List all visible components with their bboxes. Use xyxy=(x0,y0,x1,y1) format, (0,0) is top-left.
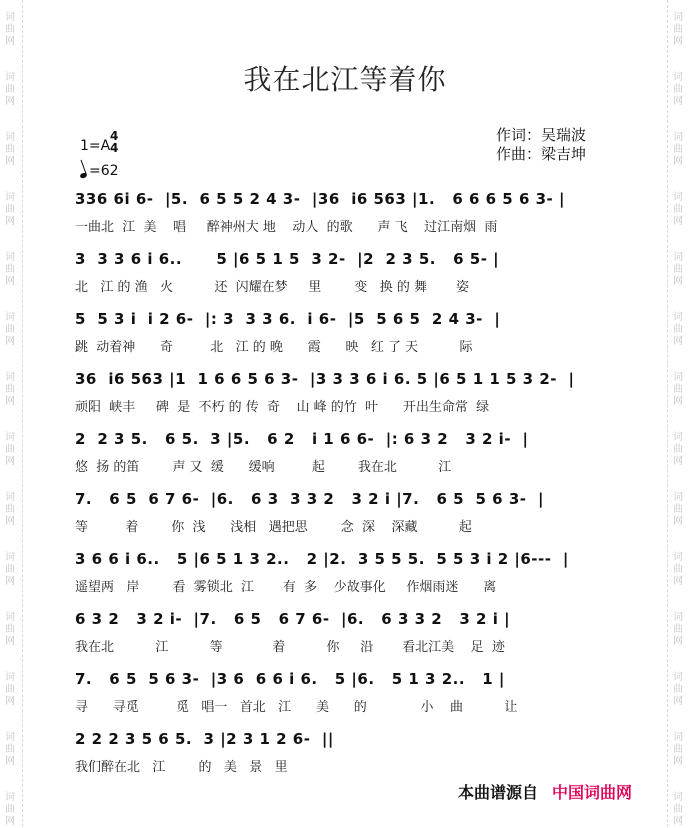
watermark-char: 曲 xyxy=(673,24,683,35)
watermark-char: 词 xyxy=(673,192,683,203)
watermark-char: 曲 xyxy=(5,384,15,395)
watermark-char: 曲 xyxy=(5,684,15,695)
watermark-char: 网 xyxy=(673,456,683,467)
watermark-char: 曲 xyxy=(673,744,683,755)
song-title: 我在北江等着你 xyxy=(243,63,447,96)
composer: 作曲：梁吉坤 xyxy=(496,145,587,163)
watermark-char: 曲 xyxy=(5,504,15,515)
lyric-line: 北 江 的 渔 火 还 闪耀在梦 里 变 换 的 舞 姿 xyxy=(75,280,469,295)
watermark-char: 曲 xyxy=(5,204,15,215)
watermark-char: 网 xyxy=(673,96,683,107)
watermark-char: 网 xyxy=(5,216,15,227)
watermark-char: 词 xyxy=(673,492,683,503)
watermark-char: 曲 xyxy=(673,624,683,635)
watermark-char: 曲 xyxy=(5,564,15,575)
watermark-char: 网 xyxy=(673,756,683,767)
watermark-char: 网 xyxy=(673,696,683,707)
watermark-char: 曲 xyxy=(5,84,15,95)
lyric-line: 寻 寻觅 觅 唱一 首北 江 美 的 小 曲 让 xyxy=(75,700,518,715)
watermark-char: 词 xyxy=(673,132,683,143)
watermark-char: 网 xyxy=(5,36,15,47)
meter-bottom: 4 xyxy=(110,141,119,155)
watermark-char: 词 xyxy=(673,552,683,563)
source-site-link[interactable]: 中国词曲网 xyxy=(552,783,633,802)
watermark-char: 词 xyxy=(5,72,15,83)
watermark-char: 曲 xyxy=(673,504,683,515)
credits xyxy=(496,126,586,164)
lyric-line: 我在北 江 等 着 你 沿 看北江美 足 迹 xyxy=(75,640,505,655)
watermark-char: 曲 xyxy=(5,264,15,275)
tempo-value: =62 xyxy=(89,163,119,179)
watermark-char: 网 xyxy=(673,516,683,527)
watermark-char: 词 xyxy=(673,252,683,263)
watermark-char: 曲 xyxy=(673,144,683,155)
watermark-char: 网 xyxy=(5,396,15,407)
footer-source xyxy=(458,780,632,803)
notation-line: 3 6 6 i 6.. 5 |6 5 1 3 2.. 2 |2. 3 5 5 5. 5 5 3 i 2 |6--- | xyxy=(75,550,569,568)
tempo-marking xyxy=(80,163,119,179)
watermark-char: 曲 xyxy=(673,84,683,95)
watermark-char: 网 xyxy=(673,336,683,347)
watermark-char: 网 xyxy=(5,276,15,287)
lyricist: 作词：吴瑞波 xyxy=(496,126,587,144)
notation-line: 2 2 3 5. 6 5. 3 |5. 6 2 i 1 6 6- |: 6 3 2 3 2 i- | xyxy=(75,430,529,448)
watermark-char: 词 xyxy=(5,792,15,803)
lyric-line: 我们醉在北 江 的 美 景 里 xyxy=(75,760,288,775)
lyric-line: 等 着 你 浅 浅相 遇把思 念 深 深藏 起 xyxy=(75,520,472,535)
notation-line: 7. 6 5 6 7 6- |6. 6 3 3 3 2 3 2 i |7. 6 5 5 6 3- | xyxy=(75,490,544,508)
watermark-char: 网 xyxy=(5,336,15,347)
watermark-char: 曲 xyxy=(673,444,683,455)
watermark-char: 词 xyxy=(673,312,683,323)
notation-line: 2 2 2 3 5 6 5. 3 |2 3 1 2 6- || xyxy=(75,730,334,748)
watermark-char: 网 xyxy=(5,636,15,647)
watermark-char: 词 xyxy=(5,492,15,503)
meter-top: 4 xyxy=(110,129,119,143)
watermark-char: 词 xyxy=(5,132,15,143)
watermark-char: 词 xyxy=(673,792,683,803)
watermark-char: 曲 xyxy=(673,264,683,275)
watermark-char: 网 xyxy=(673,576,683,587)
notation-line: 36 i6 563 |1 1 6 6 5 6 3- |3 3 3 6 i 6. 5 |6 5 1 1 5 3 2- | xyxy=(75,370,575,388)
watermark-char: 曲 xyxy=(5,444,15,455)
lyric-line: 悠 扬 的笛 声 又 缓 缓响 起 我在北 江 xyxy=(75,460,452,475)
watermark-char: 网 xyxy=(673,36,683,47)
watermark-char: 曲 xyxy=(673,204,683,215)
left-watermark-strip xyxy=(0,0,23,827)
notation-line: 5 5 3 i i 2 6- |: 3 3 3 6. i 6- |5 5 6 5 2 4 3- | xyxy=(75,310,501,328)
watermark-char: 曲 xyxy=(5,144,15,155)
watermark-char: 网 xyxy=(673,156,683,167)
watermark-char: 网 xyxy=(5,516,15,527)
watermark-char: 曲 xyxy=(673,804,683,815)
watermark-char: 词 xyxy=(5,732,15,743)
watermark-char: 网 xyxy=(673,396,683,407)
right-watermark-strip xyxy=(667,0,690,827)
watermark-char: 词 xyxy=(673,432,683,443)
notation-line: 7. 6 5 5 6 3- |3 6 6 6 i 6. 5 |6. 5 1 3 2.. 1 | xyxy=(75,670,505,688)
watermark-char: 词 xyxy=(673,72,683,83)
notation-line: 3 3 3 6 i 6.. 5 |6 5 1 5 3 2- |2 2 3 5. 6 5- | xyxy=(75,250,500,268)
watermark-char: 词 xyxy=(673,612,683,623)
watermark-char: 曲 xyxy=(5,744,15,755)
watermark-char: 网 xyxy=(5,696,15,707)
watermark-char: 词 xyxy=(5,612,15,623)
watermark-char: 词 xyxy=(5,432,15,443)
watermark-char: 网 xyxy=(5,96,15,107)
watermark-char: 词 xyxy=(5,372,15,383)
watermark-char: 词 xyxy=(673,372,683,383)
watermark-char: 曲 xyxy=(673,684,683,695)
source-label: 本曲谱源自 xyxy=(458,783,539,802)
watermark-char: 曲 xyxy=(5,624,15,635)
notation-line: 6 3 2 3 2 i- |7. 6 5 6 7 6- |6. 6 3 3 2 3 2 i | xyxy=(75,610,511,628)
watermark-char: 网 xyxy=(5,816,15,827)
watermark-char: 网 xyxy=(5,456,15,467)
watermark-char: 词 xyxy=(5,252,15,263)
watermark-char: 词 xyxy=(5,12,15,23)
lyric-line: 遥望两 岸 看 雾锁北 江 有 多 少故事化 作烟雨迷 离 xyxy=(75,580,497,595)
notation-line: 336 6i 6- |5. 6 5 5 2 4 3- |36 i6 563 |1. 6 6 6 5 6 3- | xyxy=(75,190,565,208)
watermark-char: 曲 xyxy=(673,564,683,575)
lyric-line: 一曲北 江 美 唱 醉神州大 地 动人 的歌 声 飞 过江南烟 雨 xyxy=(75,220,498,235)
watermark-char: 词 xyxy=(5,552,15,563)
key-signature: 1=A xyxy=(80,138,111,154)
watermark-char: 网 xyxy=(673,276,683,287)
watermark-char: 词 xyxy=(673,732,683,743)
watermark-char: 曲 xyxy=(5,324,15,335)
watermark-char: 网 xyxy=(5,756,15,767)
watermark-char: 曲 xyxy=(5,24,15,35)
watermark-char: 网 xyxy=(673,636,683,647)
watermark-char: 网 xyxy=(5,576,15,587)
quarter-note-icon xyxy=(79,172,87,179)
watermark-char: 词 xyxy=(673,672,683,683)
time-signature xyxy=(110,130,118,154)
watermark-char: 曲 xyxy=(5,804,15,815)
watermark-char: 曲 xyxy=(673,384,683,395)
lyric-line: 顽阳 峡丰 碑 是 不朽 的 传 奇 山 峰 的竹 叶 开出生命常 绿 xyxy=(75,400,490,415)
watermark-char: 词 xyxy=(5,312,15,323)
watermark-char: 曲 xyxy=(673,324,683,335)
watermark-char: 词 xyxy=(5,192,15,203)
lyric-line: 跳 动着神 奇 北 江 的 晚 霞 映 红 了 天 际 xyxy=(75,340,473,355)
watermark-char: 网 xyxy=(673,816,683,827)
watermark-char: 词 xyxy=(5,672,15,683)
watermark-char: 词 xyxy=(673,12,683,23)
watermark-char: 网 xyxy=(673,216,683,227)
watermark-char: 网 xyxy=(5,156,15,167)
